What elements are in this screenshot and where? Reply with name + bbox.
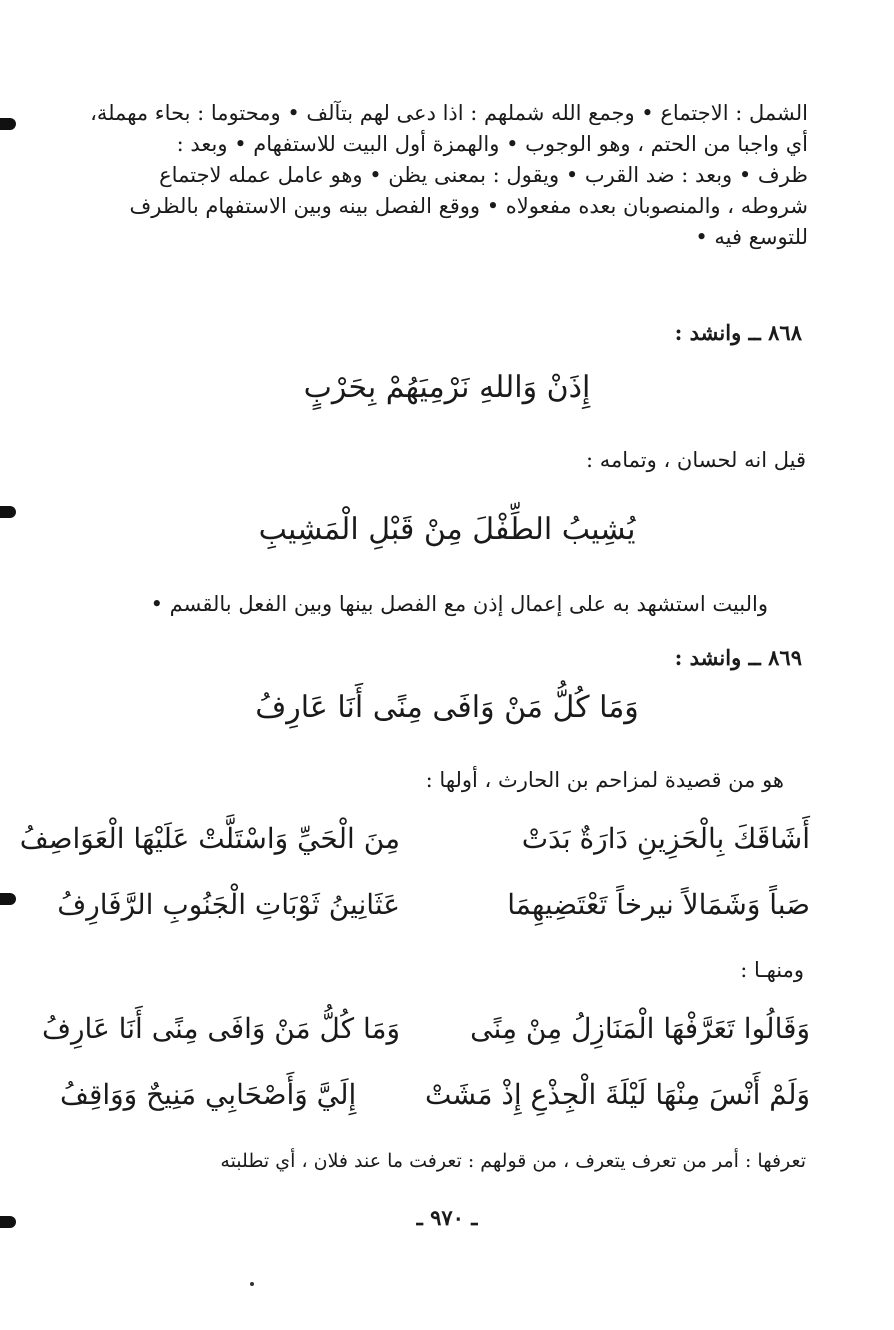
- margin-mark: [0, 893, 16, 905]
- ink-speck: [250, 1282, 254, 1286]
- prose-line: للتوسع فيه •: [695, 225, 808, 249]
- couplet: [57, 888, 810, 934]
- hemistich-first: صَباً وَشَمَالاً نيرخاً تَعْتَضِيهِمَا: [507, 888, 810, 921]
- hemistich-second: عَثَانِينُ ثَوْبَاتِ الْجَنُوبِ الرَّفَارِفُ: [57, 888, 400, 921]
- hemistich-first: وَلَمْ أَنْسَ مِنْهَا لَيْلَةَ الْجِذْعِ إِذْ مَشَتْ: [424, 1078, 810, 1111]
- couplet: [42, 1012, 810, 1058]
- hemistich-first: وَقَالُوا تَعَرَّفْهَا الْمَنَازِلُ مِنْ مِنًى: [470, 1012, 810, 1045]
- verse-attribution-869: هو من قصيدة لمزاحم بن الحارث ، أولها :: [425, 768, 784, 792]
- margin-mark: [0, 118, 16, 130]
- hemistich-second: وَمَا كُلُّ مَنْ وَافَى مِنًى أَنَا عَارِفُ: [42, 1012, 400, 1045]
- prose-line: شروطه ، والمنصوبان بعده مفعولاه • ووقع الفصل بينه وبين الاستفهام بالظرف: [129, 194, 808, 218]
- couplet: [19, 822, 810, 868]
- prose-line: أي واجبا من الحتم ، وهو الوجوب • والهمزة أول البيت للاستفهام • وبعد :: [176, 132, 808, 156]
- verse-attribution-868: قيل انه لحسان ، وتمامه :: [586, 448, 806, 472]
- entry-heading-869: ٨٦٩ ــ وانشد :: [674, 645, 802, 670]
- prose-line: ظرف • وبعد : ضد القرب • ويقول : بمعنى يظن • وهو عامل عمله لاجتماع: [159, 163, 808, 187]
- hemistich-second: إِلَيَّ وَأَصْحَابِي مَنِيحٌ وَوَاقِفُ: [60, 1078, 357, 1111]
- verse-comment-868: والبيت استشهد به على إعمال إذن مع الفصل بينها وبين الفعل بالقسم •: [150, 592, 768, 616]
- and-from-it-label: ومنهـا :: [740, 958, 804, 982]
- entry-heading-868: ٨٦٨ ــ وانشد :: [674, 320, 802, 345]
- prose-line: الشمل : الاجتماع • وجمع الله شملهم : اذا دعى لهم بتآلف • ومحتوما : بحاء مهملة،: [90, 101, 808, 125]
- verse-868: إِذَنْ وَاللهِ نَرْمِيَهُمْ بِحَرْبٍ: [303, 370, 591, 405]
- commentary-paragraph: [52, 98, 808, 253]
- page-number: ـ ٩٧٠ ـ: [416, 1205, 478, 1230]
- verse-869: وَمَا كُلُّ مَنْ وَافَى مِنًى أَنَا عَارِفُ: [255, 690, 639, 725]
- hemistich-second: مِنَ الْحَيِّ وَاسْتَلَّتْ عَلَيْهَا الْعَوَاصِفُ: [19, 822, 400, 855]
- gloss-footnote: تعرفها : أمر من تعرف يتعرف ، من قولهم : تعرفت ما عند فلان ، أي تطلبته: [220, 1150, 806, 1172]
- verse-completion-868: يُشِيبُ الطِّفْلَ مِنْ قَبْلِ الْمَشِيبِ: [258, 512, 636, 547]
- hemistich-first: أَشَاقَكَ بِالْحَزِينِ دَارَةٌ بَدَتْ: [521, 822, 810, 855]
- couplet: [60, 1078, 810, 1124]
